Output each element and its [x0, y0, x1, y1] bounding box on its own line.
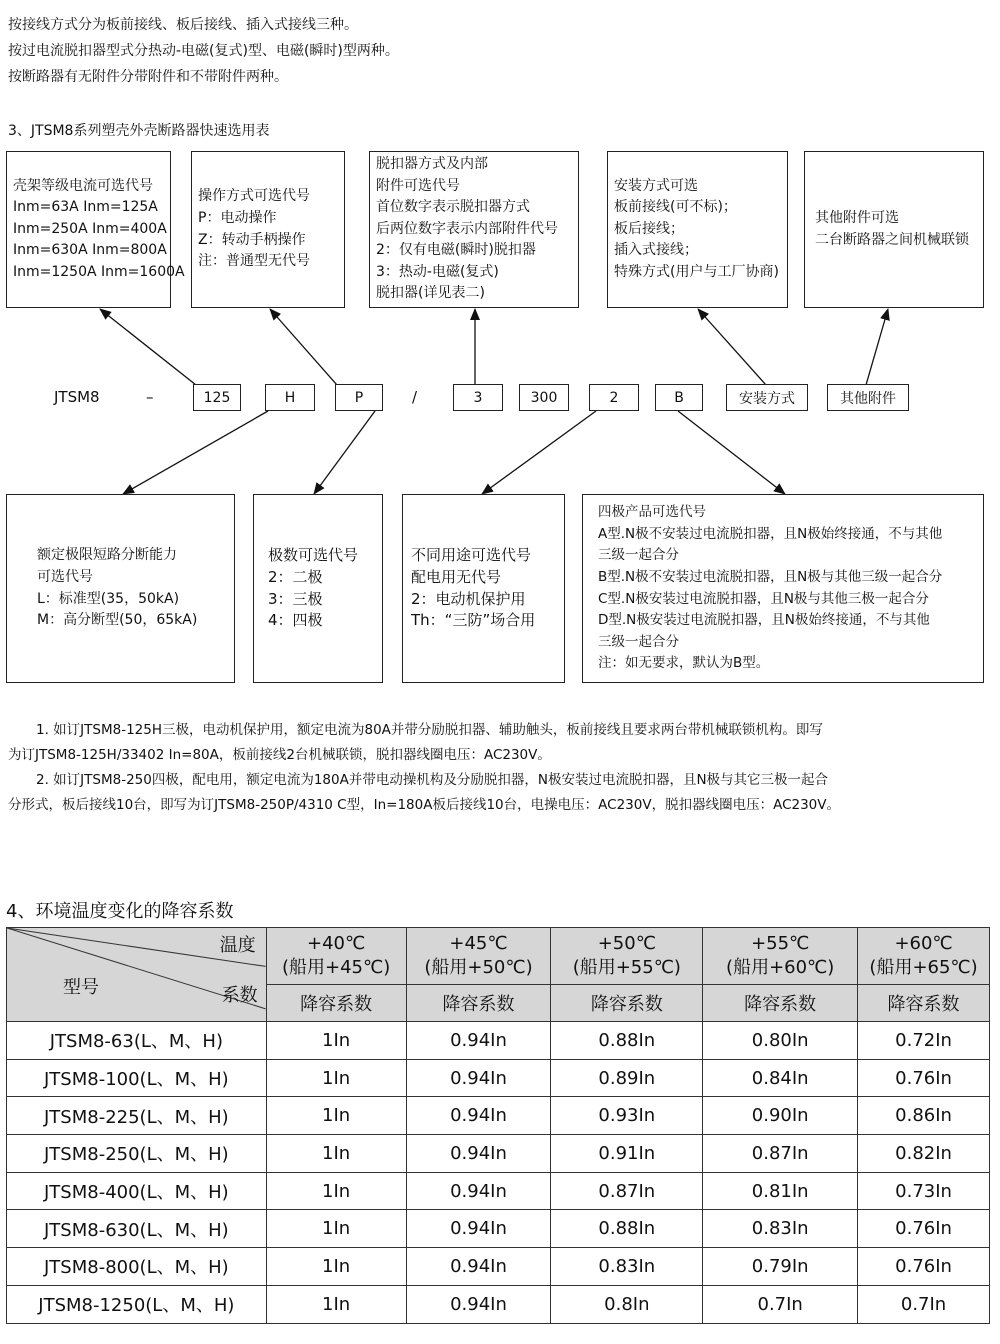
value-cell: 0.72In	[858, 1022, 990, 1060]
model-cell: JTSM8-800(L、M、H)	[7, 1248, 267, 1286]
breaking-capacity-line: 可选代号	[37, 568, 93, 585]
temp-header-45	[406, 928, 551, 985]
poles-line: 极数可选代号	[268, 546, 359, 565]
accessory-line: 二台断路器之间机械联锁	[815, 231, 969, 248]
intro-line-3: 按断路器有无附件分带附件和不带附件两种。	[8, 69, 288, 85]
table-row	[7, 1022, 990, 1060]
release-type-line: 2：仅有电磁(瞬时)脱扣器	[376, 242, 536, 259]
usage-line: Th：“三防”场合用	[411, 611, 536, 630]
value-cell: 0.87In	[551, 1172, 703, 1210]
four-pole-type-line: A型.N极不安装过电流脱扣器，且N极始终接通，不与其他	[598, 525, 943, 542]
release-type-line: 首位数字表示脱扣器方式	[376, 199, 530, 216]
model-cell: JTSM8-100(L、M、H)	[7, 1059, 267, 1097]
value-cell: 0.89In	[551, 1059, 703, 1097]
mounting-line: 插入式接线；	[614, 242, 698, 259]
coef-header: 降容系数	[266, 985, 406, 1022]
code-box-breaking-capacity: H	[265, 384, 315, 411]
coef-header: 降容系数	[406, 985, 551, 1022]
four-pole-type-line: D型.N极安装过电流脱扣器，且N极始终接通，不与其他	[598, 612, 930, 629]
value-cell: 1In	[266, 1059, 406, 1097]
release-type-line: 脱扣器方式及内部	[376, 155, 488, 172]
frame-current-line: Inm=630A Inm=800A	[13, 242, 167, 259]
release-type-line: 3：热动-电磁(复式)	[376, 263, 499, 280]
code-box-accessory-code: 300	[519, 384, 569, 411]
temp-land: +50℃	[597, 933, 656, 954]
arrow-2-to-usage	[482, 411, 596, 494]
model-cell: JTSM8-400(L、M、H)	[7, 1172, 267, 1210]
note-2-line-1: 2. 如订JTSM8-250四极，配电用，额定电流为180A并带电动操机构及分励脱扣器，N极安装过电流脱扣器，且N极与其它三极一起合	[36, 772, 829, 788]
code-slash: /	[412, 388, 418, 406]
value-cell: 0.7In	[858, 1285, 990, 1323]
value-cell: 0.84In	[703, 1059, 858, 1097]
model-cell: JTSM8-225(L、M、H)	[7, 1097, 267, 1135]
coef-header: 降容系数	[703, 985, 858, 1022]
table-row	[7, 1210, 990, 1248]
poles-line: 3：三极	[268, 589, 323, 608]
temp-land: +55℃	[751, 933, 810, 954]
value-cell: 0.94In	[406, 1172, 551, 1210]
operation-mode-box	[191, 151, 345, 308]
frame-current-line: Inm=63A Inm=125A	[13, 199, 158, 216]
coef-header: 降容系数	[551, 985, 703, 1022]
value-cell: 0.83In	[551, 1248, 703, 1286]
usage-line: 2：电动机保护用	[411, 589, 526, 608]
code-box-frame-current: 125	[193, 384, 241, 411]
mounting-line: 安装方式可选	[614, 177, 698, 194]
frame-current-box	[6, 151, 185, 308]
value-cell: 0.76In	[858, 1248, 990, 1286]
model-prefix: JTSM8	[54, 388, 100, 406]
mounting-line: 特殊方式(用户与工厂协商)	[614, 263, 779, 280]
table-row	[7, 1248, 990, 1286]
accessory-line: 其他附件可选	[815, 209, 899, 226]
section-4-title: 4、环境温度变化的降容系数	[6, 901, 234, 922]
arrow-125-to-frame	[100, 309, 196, 385]
intro-line-2: 按过电流脱扣器型式分热动-电磁(复式)型、电磁(瞬时)型两种。	[8, 43, 399, 59]
four-pole-type-line: 三级一起合分	[598, 633, 679, 650]
value-cell: 1In	[266, 1285, 406, 1323]
derating-table	[6, 927, 990, 1324]
breaking-capacity-line: M：高分断型(50，65kA)	[37, 612, 198, 629]
note-2-line-2: 分形式，板后接线10台，即写为订JTSM8-250P/4310 C型，In=180A板后接线10台，电操电压：AC230V，脱扣器线圈电压：AC230V。	[8, 797, 840, 813]
code-box-usage: 2	[589, 384, 639, 411]
value-cell: 0.94In	[406, 1059, 551, 1097]
code-box-operation: P	[335, 384, 383, 411]
temp-header-40	[266, 928, 406, 985]
poles-line: 4：四极	[268, 611, 323, 630]
mounting-box	[607, 151, 788, 308]
value-cell: 0.88In	[551, 1210, 703, 1248]
value-cell: 0.94In	[406, 1022, 551, 1060]
value-cell: 0.82In	[858, 1135, 990, 1173]
release-type-line: 脱扣器(详见表二)	[376, 285, 485, 302]
corner-temp-label: 温度	[219, 935, 256, 956]
value-cell: 1In	[266, 1135, 406, 1173]
usage-box	[402, 494, 565, 683]
temp-header-50	[551, 928, 703, 985]
arrow-other-to-accessory	[866, 309, 888, 385]
temp-land: +40℃	[307, 933, 366, 954]
table-row	[7, 1097, 990, 1135]
value-cell: 0.73In	[858, 1172, 990, 1210]
four-pole-type-line: 注：如无要求，默认为B型。	[598, 655, 770, 672]
value-cell: 1In	[266, 1248, 406, 1286]
value-cell: 0.94In	[406, 1285, 551, 1323]
release-type-line: 后两位数字表示内部附件代号	[376, 220, 558, 237]
value-cell: 0.87In	[703, 1135, 858, 1173]
four-pole-type-line: B型.N极不安装过电流脱扣器，且N极与其他三级一起合分	[598, 568, 943, 585]
corner-coef-label: 系数	[221, 985, 258, 1006]
value-cell: 0.81In	[703, 1172, 858, 1210]
value-cell: 1In	[266, 1097, 406, 1135]
temp-header-55	[703, 928, 858, 985]
value-cell: 0.76In	[858, 1210, 990, 1248]
section-3-title: 3、JTSM8系列塑壳外壳断路器快速选用表	[8, 123, 270, 139]
operation-mode-line: Z：转动手柄操作	[198, 231, 306, 248]
value-cell: 0.86In	[858, 1097, 990, 1135]
arrow-p-to-poles	[314, 411, 375, 494]
temp-ship: (船用+65℃)	[869, 957, 978, 978]
table-row	[7, 1172, 990, 1210]
frame-current-line: Inm=1250A Inm=1600A	[13, 263, 185, 280]
value-cell: 0.94In	[406, 1097, 551, 1135]
temp-land: +45℃	[449, 933, 508, 954]
arrow-b-to-4pole	[678, 411, 785, 494]
code-box-release: 3	[453, 384, 503, 411]
breaking-capacity-line: L：标准型(35，50kA)	[37, 590, 180, 607]
table-row	[7, 1135, 990, 1173]
breaking-capacity-line: 额定极限短路分断能力	[37, 547, 177, 564]
mounting-line: 板后接线；	[614, 220, 684, 237]
value-cell: 0.91In	[551, 1135, 703, 1173]
value-cell: 0.80In	[703, 1022, 858, 1060]
frame-current-line: 壳架等级电流可选代号	[13, 177, 153, 194]
temp-ship: (船用+60℃)	[726, 957, 835, 978]
value-cell: 0.76In	[858, 1059, 990, 1097]
poles-box	[253, 494, 383, 683]
value-cell: 0.93In	[551, 1097, 703, 1135]
model-cell: JTSM8-630(L、M、H)	[7, 1210, 267, 1248]
release-type-box	[369, 151, 579, 308]
temp-land: +60℃	[894, 933, 953, 954]
value-cell: 0.94In	[406, 1248, 551, 1286]
value-cell: 0.79In	[703, 1248, 858, 1286]
four-pole-type-line: C型.N极安装过电流脱扣器，且N极与其他三极一起合分	[598, 590, 929, 607]
breaking-capacity-box	[6, 494, 235, 683]
usage-line: 配电用无代号	[411, 567, 502, 586]
code-box-mounting: 安装方式	[726, 384, 808, 411]
code-dash: –	[146, 388, 154, 406]
intro-line-1: 按接线方式分为板前接线、板后接线、插入式接线三种。	[8, 17, 358, 33]
value-cell: 0.94In	[406, 1210, 551, 1248]
temp-ship: (船用+45℃)	[281, 957, 391, 978]
table-corner-cell	[7, 928, 267, 1022]
table-row	[7, 1059, 990, 1097]
corner-model-label: 型号	[63, 977, 99, 998]
usage-line: 不同用途可选代号	[411, 546, 532, 565]
value-cell: 0.7In	[703, 1285, 858, 1323]
four-pole-type-box	[582, 494, 984, 683]
value-cell: 0.90In	[703, 1097, 858, 1135]
value-cell: 1In	[266, 1210, 406, 1248]
value-cell: 0.8In	[551, 1285, 703, 1323]
derating-header-row-temp	[7, 928, 990, 985]
coef-header: 降容系数	[858, 985, 990, 1022]
release-type-line: 附件可选代号	[376, 177, 460, 194]
note-1-line-1: 1. 如订JTSM8-125H三极，电动机保护用，额定电流为80A并带分励脱扣器、辅助触头，板前接线且要求两台带机械联锁机构。即写	[36, 722, 823, 738]
four-pole-type-line: 四极产品可选代号	[598, 504, 706, 521]
code-box-other-accessory: 其他附件	[827, 384, 909, 411]
accessory-box	[804, 151, 984, 308]
note-1-line-2: 为订JTSM8-125H/33402 In=80A，板前接线2台机械联锁，脱扣器线圈电压：AC230V。	[8, 747, 551, 763]
arrow-p-to-operation	[270, 309, 337, 385]
temp-ship: (船用+50℃)	[424, 957, 533, 978]
temp-ship: (船用+55℃)	[572, 957, 681, 978]
table-row	[7, 1285, 990, 1323]
poles-line: 2：二极	[268, 567, 323, 586]
model-cell: JTSM8-1250(L、M、H)	[7, 1285, 267, 1323]
mounting-line: 板前接线(可不标)；	[614, 199, 737, 216]
model-cell: JTSM8-63(L、M、H)	[7, 1022, 267, 1060]
operation-mode-line: P：电动操作	[198, 209, 277, 226]
value-cell: 0.83In	[703, 1210, 858, 1248]
four-pole-type-line: 三级一起合分	[598, 547, 679, 564]
arrow-h-to-breaking	[123, 411, 268, 494]
model-cell: JTSM8-250(L、M、H)	[7, 1135, 267, 1173]
operation-mode-line: 操作方式可选代号	[198, 188, 310, 205]
frame-current-line: Inm=250A Inm=400A	[13, 220, 167, 237]
code-box-pole-type: B	[655, 384, 703, 411]
value-cell: 0.88In	[551, 1022, 703, 1060]
operation-mode-line: 注：普通型无代号	[198, 253, 310, 270]
temp-header-60	[858, 928, 990, 985]
value-cell: 1In	[266, 1022, 406, 1060]
arrow-install-to-mount	[698, 309, 766, 385]
value-cell: 1In	[266, 1172, 406, 1210]
value-cell: 0.94In	[406, 1135, 551, 1173]
